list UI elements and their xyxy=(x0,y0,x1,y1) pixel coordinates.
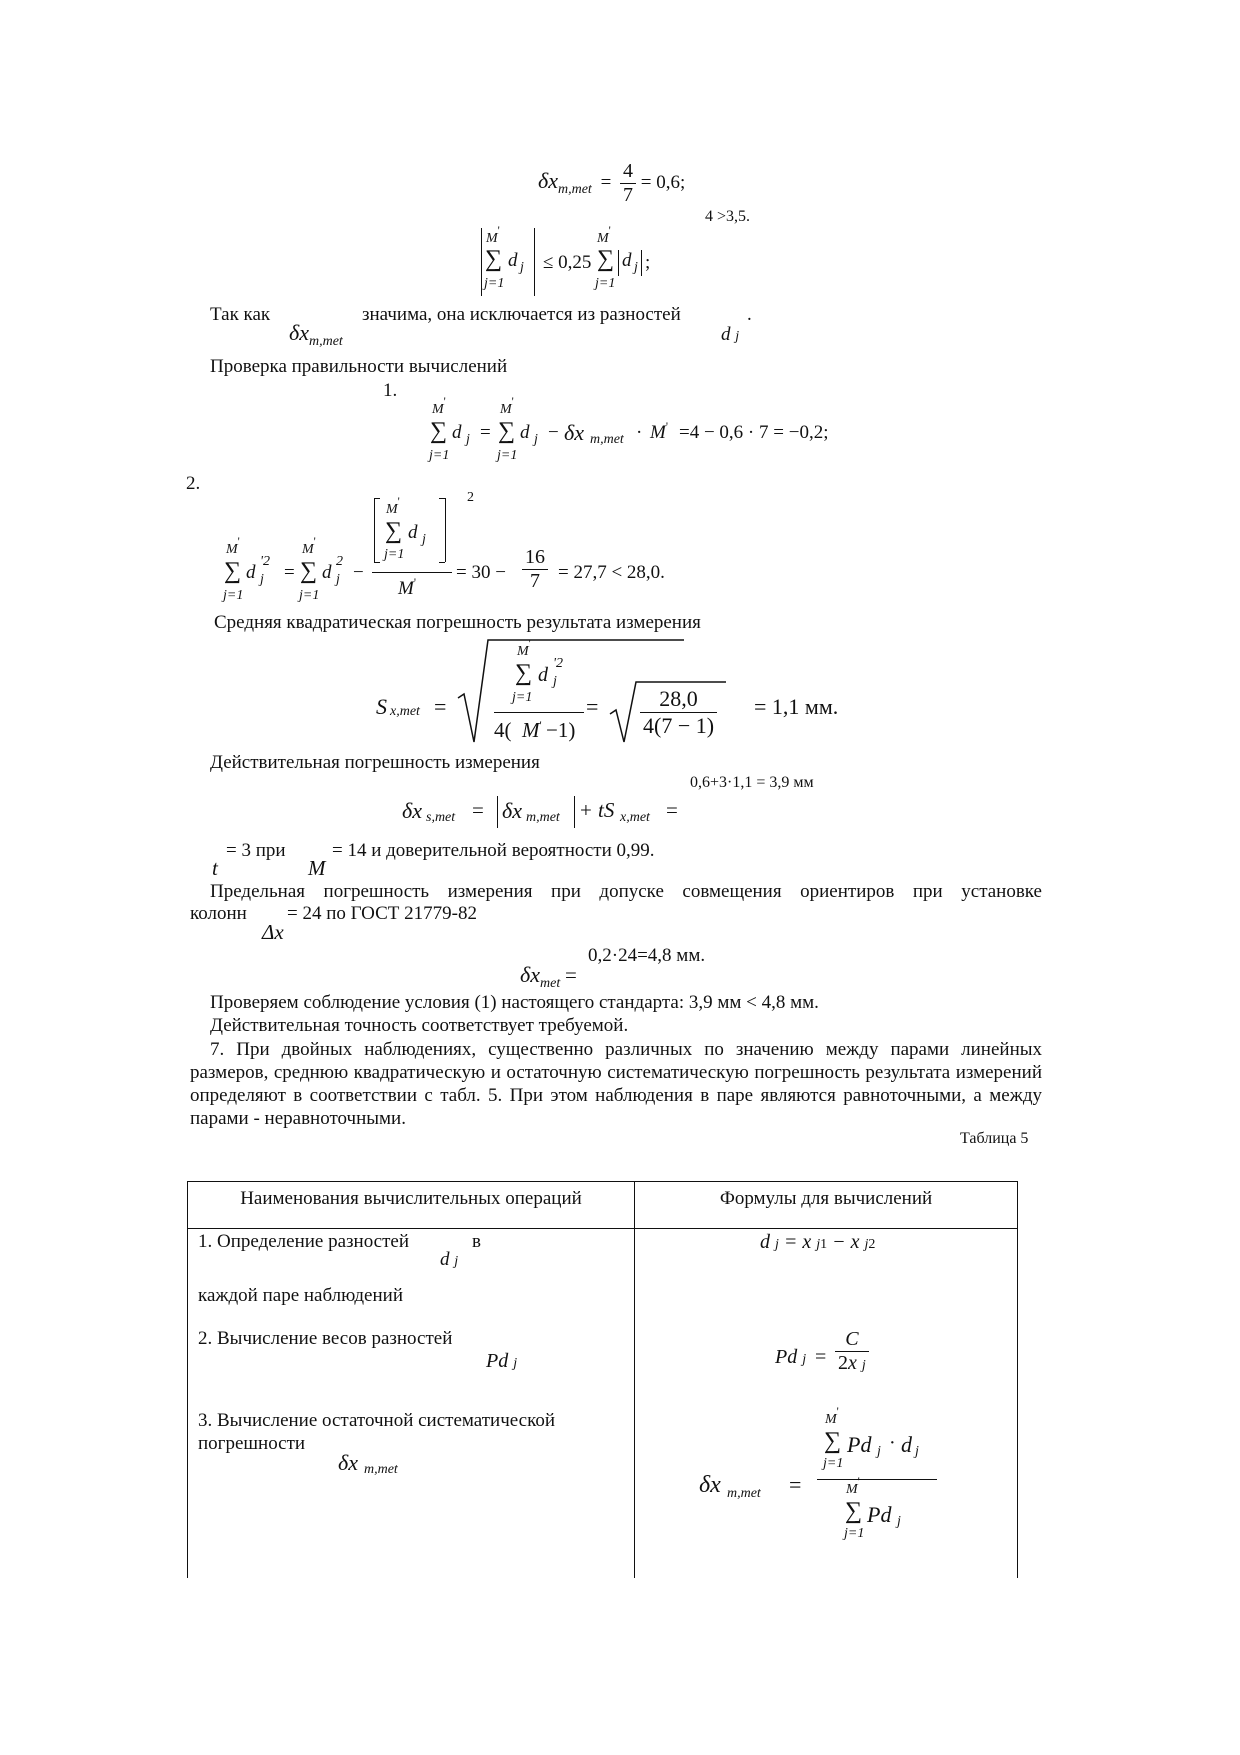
inline-dj: d j xyxy=(721,324,740,345)
item-1-label: 1. xyxy=(383,380,398,401)
table-header-row xyxy=(188,1182,1018,1229)
formula-s-x-met: S x,met = M' ∑ d '2 j j=1 4( M' −1) = $\frac{28,0}{4(7 - 1)}$ = 1,1 мм. xyxy=(376,636,876,748)
paragraph-tak-kak-dot: . xyxy=(747,304,752,325)
condition-note: 4 >3,5. xyxy=(705,208,751,225)
table-row xyxy=(188,1229,1018,1328)
t-eq-label: = 3 при xyxy=(226,840,286,861)
symbol-M: M xyxy=(308,856,326,880)
formula-sum-condition: M' ∑ d j j=1 ≤ 0,25 M' ∑ d j ; j=1 xyxy=(481,228,681,298)
formula-check-1: M' ∑ d j j=1 = M' ∑ d j j=1 − δx m,met · M' =4 − 0,6 · 7 = −0,2; xyxy=(429,394,829,463)
table-row xyxy=(188,1328,1018,1410)
symbol-t: t xyxy=(212,856,218,880)
paragraph-proverka: Проверка правильности вычислений xyxy=(210,356,508,377)
table-cell-op-1: 1. Определение разностей в d j каждой паре наблюдений xyxy=(188,1229,635,1328)
table-cell-op-2: 2. Вычисление весов разностей Pd j xyxy=(188,1328,635,1410)
table-caption: Таблица 5 xyxy=(960,1130,1029,1147)
paragraph-proveryaem: Проверяем соблюдение условия (1) настоящего стандарта: 3,9 мм < 4,8 мм. xyxy=(210,992,819,1013)
formula-delta-xm-met: $\delta x_{m,met}$ = $\frac{4}{7}$ = 0,6; xyxy=(538,160,686,206)
paragraph-srednyaya: Средняя квадратическая погрешность результата измерения xyxy=(214,612,701,633)
symbol-delta-x: Δx xyxy=(262,920,284,944)
table-cell-formula-2: Pd j = $\frac{C}{\text{2x j}}$ xyxy=(635,1328,1018,1410)
dxmet-calc: 0,2·24=4,8 мм. xyxy=(588,945,706,966)
table-cell-formula-3: δx m,met = M' ∑ Pd j · d j j=1 M' ∑ Pd j j=1 xyxy=(635,1410,1018,1578)
dxs-calc: 0,6+3·1,1 = 3,9 мм xyxy=(690,774,814,791)
paragraph-predel-line2a: колонн xyxy=(190,903,247,924)
formula-dxmet: $\delta x_{met}$ = xyxy=(520,962,577,991)
paragraph-predel-line1: Предельная погрешность измерения при допуске совмещения ориентиров при установке xyxy=(210,881,1042,902)
paragraph-item-7: 7. При двойных наблюдениях, существенно различных по значению между парами линейных размеров, среднюю квадратическую и остаточную систематическую погрешность результата измерений определяют в соответствии с табл. 5. При этом наблюдения в паре являются равноточными, а между парами - неравноточными. xyxy=(190,1039,1042,1129)
paragraph-predel-line2b: = 24 по ГОСТ 21779-82 xyxy=(287,903,477,924)
table-row xyxy=(188,1410,1018,1578)
formula-check-2: M' ∑ d '2 j j=1 = M' ∑ d 2 j j=1 − M' ∑ d j j=1 2 M' = 30 − $\frac{16}{7}$ = 27,7 < 28,0. xyxy=(223,490,665,603)
paragraph-tak-kak-b: значима, она исключается из разностей xyxy=(362,304,681,325)
table-header-ops: Наименования вычислительных операций xyxy=(188,1182,635,1229)
m-eq-label: = 14 и доверительной вероятности 0,99. xyxy=(332,840,655,861)
formula-dxs-met: δx s,met = δx m,met + tS x,met = xyxy=(402,796,702,836)
table-cell-formula-1: d j = x j1 − x j2 xyxy=(635,1229,1018,1328)
table-cell-op-3: 3. Вычисление остаточной систематической погрешности δx m,met xyxy=(188,1410,635,1578)
item-2-label: 2. xyxy=(186,473,201,494)
paragraph-deistv-tochn: Действительная точность соответствует требуемой. xyxy=(210,1015,629,1036)
inline-delta-xm-met: $\delta x_{m,met}$ xyxy=(289,320,343,349)
table-5 xyxy=(187,1181,1018,1578)
paragraph-deistv: Действительная погрешность измерения xyxy=(210,752,540,773)
table-header-formulas: Формулы для вычислений xyxy=(635,1182,1018,1229)
paragraph-tak-kak: Так как xyxy=(210,304,271,325)
